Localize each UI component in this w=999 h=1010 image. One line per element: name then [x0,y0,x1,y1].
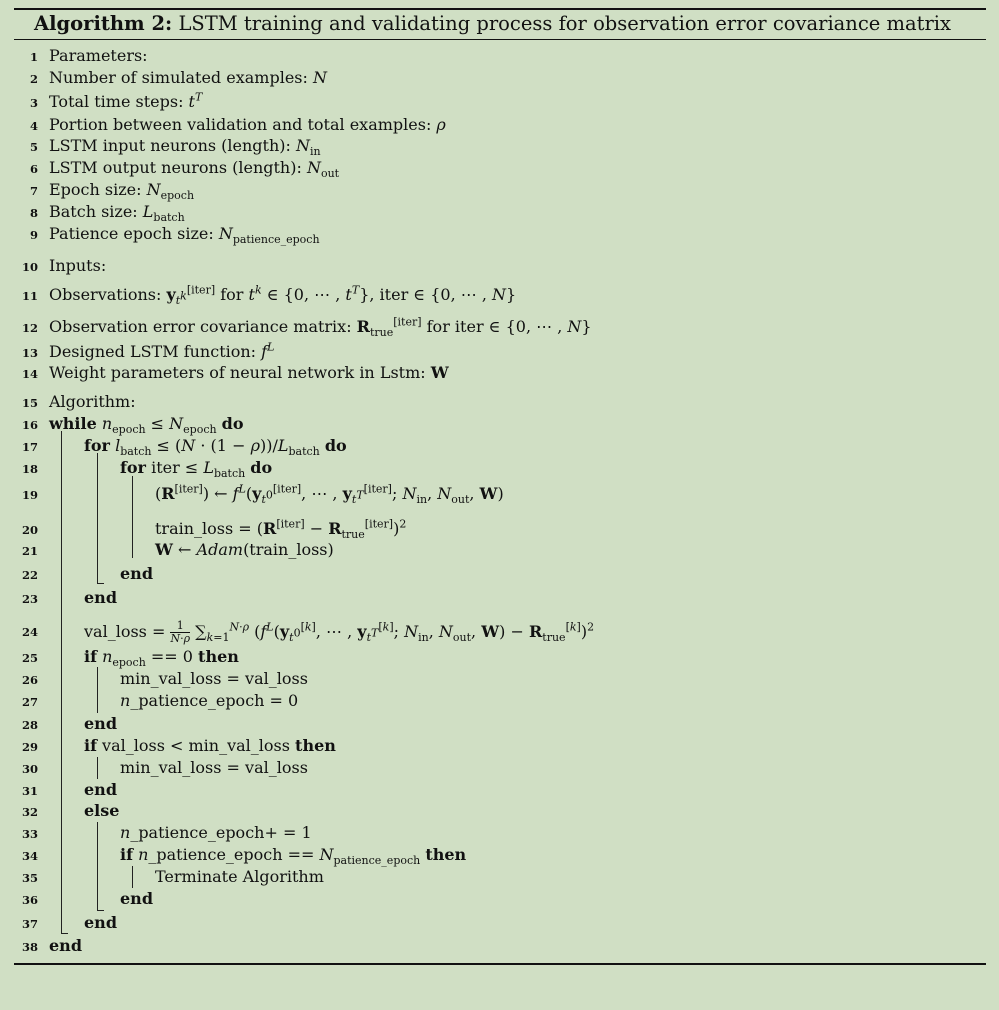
line-36 [0,888,999,910]
algorithm-title: LSTM training and validating process for observation error covariance matrix [178,12,952,35]
line-12 [0,316,999,338]
line-34 [0,844,999,866]
line-text: if $n_{epoch} == 0$ then [84,647,239,670]
line-number: 16 [21,418,38,432]
line-number: 26 [21,673,38,687]
algorithm-caption [34,12,951,35]
line-17 [0,435,999,457]
line-number: 7 [29,184,38,198]
line-text: val_loss = $\frac{1}{N\cdot\rho}$ $\sum_{k=1}^{N\cdot\rho}$ ($f^L(y_{t^0}[k]$, ⋯ , $y_{t^T}[k]$; $N_{in}$, $N_{out}$, $W) - R_{true}[k])^2$ [84,619,595,645]
line-number: 38 [21,940,38,954]
line-18 [0,457,999,479]
line-6 [0,157,999,179]
line-number: 19 [21,488,38,502]
line-number: 13 [21,346,38,360]
line-text: while $n_{epoch} \le N_{epoch}$ do [49,414,244,437]
line-number: 14 [21,367,38,381]
line-11 [0,284,999,306]
line-number: 18 [21,462,38,476]
line-text: end [49,936,82,955]
line-number: 1 [29,50,38,64]
line-text: Parameters: [49,46,148,65]
line-number: 12 [21,321,38,335]
line-text: Observations: $y_{t^k}[iter]$ for $t^k$ ∈ {0, ⋯ , $t^T$}, iter ∈ {0, ⋯ , N} [49,283,517,308]
line-5 [0,135,999,157]
line-number: 11 [21,289,38,303]
line-text: LSTM input neurons (length): $N_{in}$ [49,136,321,159]
line-38 [0,935,999,957]
line-text: Designed LSTM function: $f^L$ [49,340,275,361]
line-number: 28 [21,718,38,732]
line-number: 33 [21,827,38,841]
line-16 [0,413,999,435]
line-number: 36 [21,893,38,907]
line-text: Number of simulated examples: N [49,68,327,87]
caption-rule [14,39,986,40]
line-text: else [84,801,120,820]
line-number: 23 [21,592,38,606]
line-number: 29 [21,740,38,754]
line-text: Total time steps: $t^T$ [49,90,203,111]
line-35 [0,866,999,888]
line-text: train_loss = $(R[iter] - R_{true}[iter])^2$ [155,517,407,542]
line-number: 9 [29,228,38,242]
line-text: for $l_{batch} \le (N \cdot (1 - \rho))/L_{batch}$ do [84,436,347,459]
line-number: 21 [21,544,38,558]
line-30 [0,757,999,779]
line-number: 37 [21,917,38,931]
line-7 [0,179,999,201]
line-number: 3 [29,96,38,110]
line-text: end [120,889,153,908]
line-text: n_patience_epoch+ = 1 [120,823,312,842]
line-number: 24 [21,625,38,639]
line-26 [0,668,999,690]
line-37 [0,912,999,934]
line-29 [0,735,999,757]
line-text: if n_patience_epoch == $N_{patience\_epoch}$ then [120,845,467,868]
line-28 [0,713,999,735]
top-rule [14,8,986,10]
line-number: 27 [21,695,38,709]
line-number: 34 [21,849,38,863]
line-text: Patience epoch size: $N_{patience\_epoch}$ [49,224,320,247]
line-number: 35 [21,871,38,885]
line-text: for iter ≤ $L_{batch}$ do [120,458,273,481]
line-2 [0,67,999,89]
line-24 [0,619,999,645]
line-15 [0,391,999,413]
line-33 [0,822,999,844]
line-text: Weight parameters of neural network in Lstm: W [49,363,449,382]
line-1 [0,45,999,67]
line-text: Inputs: [49,256,107,275]
line-4 [0,114,999,136]
line-text: (R[iter]) ← $f^L(y_{t^0}[iter]$, ⋯ , $y_{t^T}[iter]$; $N_{in}$, $N_{out}$, W) [155,482,504,507]
line-number: 5 [29,140,38,154]
line-number: 25 [21,651,38,665]
line-14 [0,362,999,384]
line-number: 32 [21,805,38,819]
line-3 [0,91,999,113]
line-31 [0,779,999,801]
line-25 [0,646,999,668]
line-text: end [84,913,117,932]
line-20 [0,518,999,540]
line-21 [0,539,999,561]
line-number: 4 [29,119,38,133]
line-text: Terminate Algorithm [155,867,324,886]
line-number: 22 [21,568,38,582]
line-text: end [84,780,117,799]
line-text: end [120,564,153,583]
line-number: 17 [21,440,38,454]
algorithm-label: Algorithm 2: [34,12,173,35]
line-number: 2 [29,72,38,86]
line-text: n_patience_epoch = 0 [120,691,299,710]
line-number: 10 [21,260,38,274]
line-text: end [84,714,117,733]
line-19 [0,483,999,505]
line-text: if val_loss < min_val_loss then [84,736,336,755]
line-32 [0,800,999,822]
line-text: LSTM output neurons (length): $N_{out}$ [49,158,340,181]
line-13 [0,341,999,363]
line-text: Epoch size: $N_{epoch}$ [49,180,195,203]
line-text: min_val_loss = val_loss [120,669,308,688]
line-10 [0,255,999,277]
line-9 [0,223,999,245]
line-number: 15 [21,396,38,410]
line-text: min_val_loss = val_loss [120,758,308,777]
line-text: Portion between validation and total examples: ρ [49,115,446,134]
line-27 [0,690,999,712]
line-text: Observation error covariance matrix: $R_{true}[iter]$ for iter ∈ {0, ⋯ , N} [49,315,592,340]
line-number: 8 [29,206,38,220]
bottom-rule [14,963,986,965]
line-text: end [84,588,117,607]
line-text: Algorithm: [49,392,136,411]
line-number: 20 [21,523,38,537]
line-text: Batch size: $L_{batch}$ [49,202,185,225]
line-text: W ← Adam(train_loss) [155,540,334,559]
line-8 [0,201,999,223]
line-number: 30 [21,762,38,776]
else-guide-tick [97,910,104,911]
line-23 [0,587,999,609]
line-22 [0,563,999,585]
line-number: 31 [21,784,38,798]
line-number: 6 [29,162,38,176]
